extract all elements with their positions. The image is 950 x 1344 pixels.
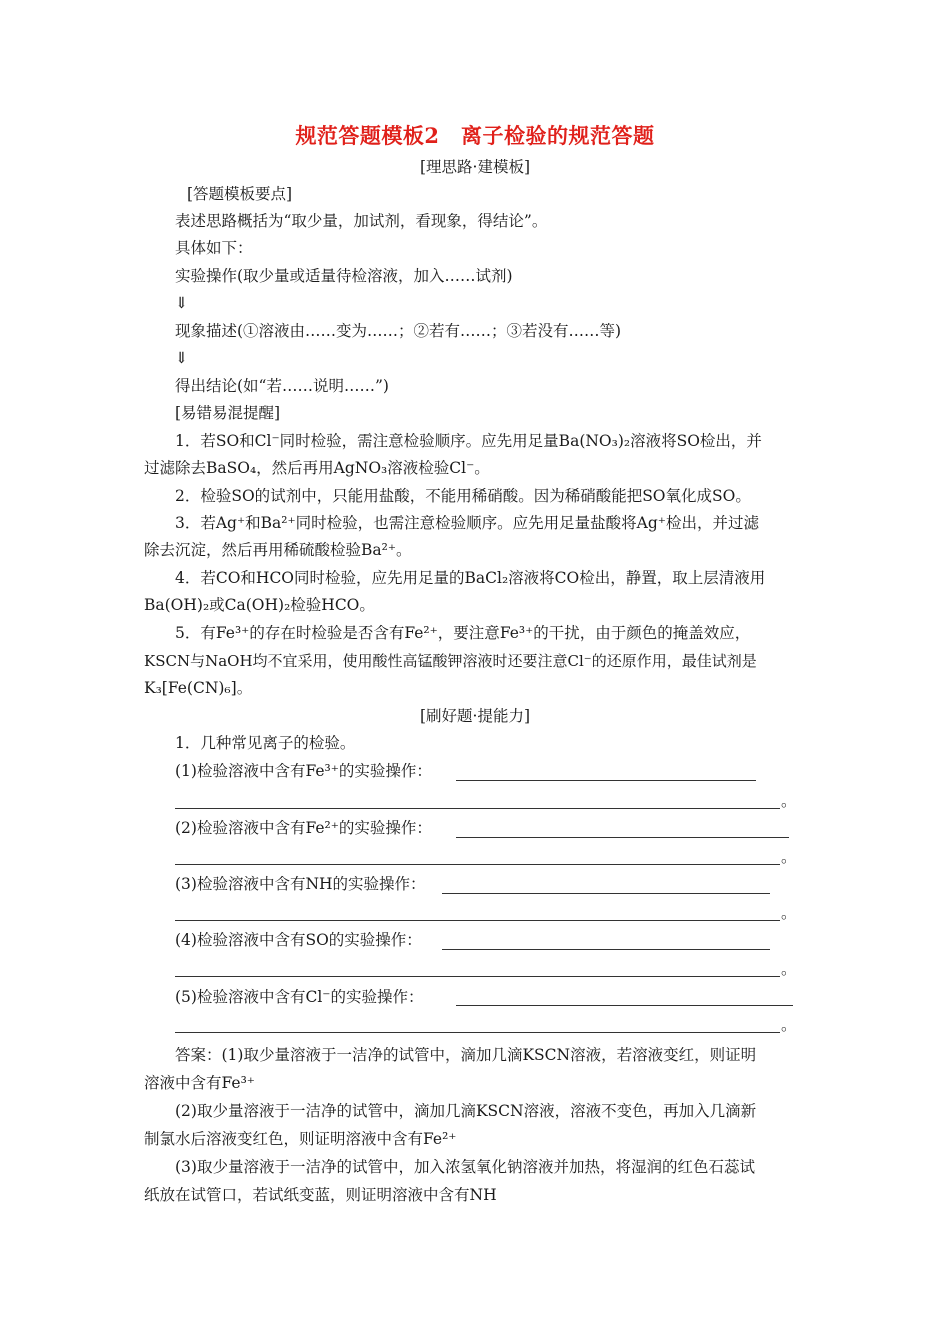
pitfall-1-line2: 过滤除去BaSO₄，然后再用AgNO₃溶液检验Cl⁻。 (144, 459, 490, 477)
answer-1-line1: 答案：(1)取少量溶液于一洁净的试管中，滴加几滴KSCN溶液，若溶液变红，则证明 (175, 1046, 757, 1064)
answer-blank (456, 780, 756, 781)
answer-blank (442, 949, 770, 950)
question-3-label: (3)检验溶液中含有NH的实验操作： (175, 875, 426, 893)
question-stem: 1．几种常见离子的检验。 (175, 734, 356, 752)
answer-1-line2: 溶液中含有Fe³⁺ (144, 1074, 255, 1092)
template-step-phenomenon: 现象描述(①溶液由……变为……；②若有……；③若没有……等) (175, 322, 622, 340)
answer-blank (175, 920, 780, 921)
end-mark: 。 (781, 960, 797, 978)
template-step-conclusion: 得出结论(如“若……说明……”) (175, 377, 389, 395)
pitfall-1-line1: 1．若SO和Cl⁻同时检验，需注意检验顺序。应先用足量Ba(NO₃)₂溶液将SO检出，并 (175, 432, 762, 450)
end-mark: 。 (781, 792, 797, 810)
answer-blank (456, 1005, 793, 1006)
answer-2-line1: (2)取少量溶液于一洁净的试管中，滴加几滴KSCN溶液，溶液不变色，再加入几滴新 (175, 1102, 757, 1120)
template-detail-intro: 具体如下： (175, 239, 253, 257)
answer-3-line2: 纸放在试管口，若试纸变蓝，则证明溶液中含有NH (144, 1186, 497, 1204)
section-heading-practice: [刷好题·提能力] (419, 707, 531, 725)
answer-blank (442, 893, 770, 894)
end-mark: 。 (781, 904, 797, 922)
answer-blank (175, 864, 780, 865)
pitfall-5-line3: K₃[Fe(CN)₆]。 (144, 679, 253, 697)
end-mark: 。 (781, 1016, 797, 1034)
pitfall-4-line1: 4．若CO和HCO同时检验，应先用足量的BaCl₂溶液将CO检出，静置，取上层清液用 (175, 569, 766, 587)
answer-blank (456, 837, 789, 838)
down-arrow-icon: ⇓ (175, 349, 188, 367)
template-summary: 表述思路概括为“取少量，加试剂，看现象，得结论”。 (175, 212, 548, 230)
section-heading-thinking: [理思路·建模板] (419, 158, 531, 176)
answer-2-line2: 制氯水后溶液变红色，则证明溶液中含有Fe²⁺ (144, 1130, 457, 1148)
question-1-label: (1)检验溶液中含有Fe³⁺的实验操作： (175, 762, 432, 780)
question-2-label: (2)检验溶液中含有Fe²⁺的实验操作： (175, 819, 432, 837)
down-arrow-icon: ⇓ (175, 294, 188, 312)
pitfall-3-line1: 3．若Ag⁺和Ba²⁺同时检验，也需注意检验顺序。应先用足量盐酸将Ag⁺检出，并过滤 (175, 514, 759, 532)
pitfall-4-line2: Ba(OH)₂或Ca(OH)₂检验HCO。 (144, 596, 375, 614)
answer-3-line1: (3)取少量溶液于一洁净的试管中，加入浓氢氧化钠溶液并加热，将湿润的红色石蕊试 (175, 1158, 755, 1176)
template-points-heading: [答题模板要点] (187, 185, 293, 203)
end-mark: 。 (781, 848, 797, 866)
question-5-label: (5)检验溶液中含有Cl⁻的实验操作： (175, 988, 424, 1006)
page-title: 规范答题模板2 离子检验的规范答题 (295, 123, 655, 148)
answer-blank (175, 976, 780, 977)
template-step-operation: 实验操作(取少量或适量待检溶液，加入……试剂) (175, 267, 513, 285)
answer-blank (175, 1032, 780, 1033)
question-4-label: (4)检验溶液中含有SO的实验操作： (175, 931, 422, 949)
pitfall-3-line2: 除去沉淀，然后再用稀硫酸检验Ba²⁺。 (144, 541, 412, 559)
pitfall-5-line2: KSCN与NaOH均不宜采用，使用酸性高锰酸钾溶液时还要注意Cl⁻的还原作用，最佳试剂是 (144, 652, 757, 670)
answer-blank (175, 808, 780, 809)
pitfalls-heading: [易错易混提醒] (175, 404, 281, 422)
pitfall-5-line1: 5．有Fe³⁺的存在时检验是否含有Fe²⁺，要注意Fe³⁺的干扰，由于颜色的掩盖效应， (175, 624, 751, 642)
pitfall-2-line1: 2．检验SO的试剂中，只能用盐酸，不能用稀硝酸。因为稀硝酸能把SO氧化成SO。 (175, 487, 751, 505)
